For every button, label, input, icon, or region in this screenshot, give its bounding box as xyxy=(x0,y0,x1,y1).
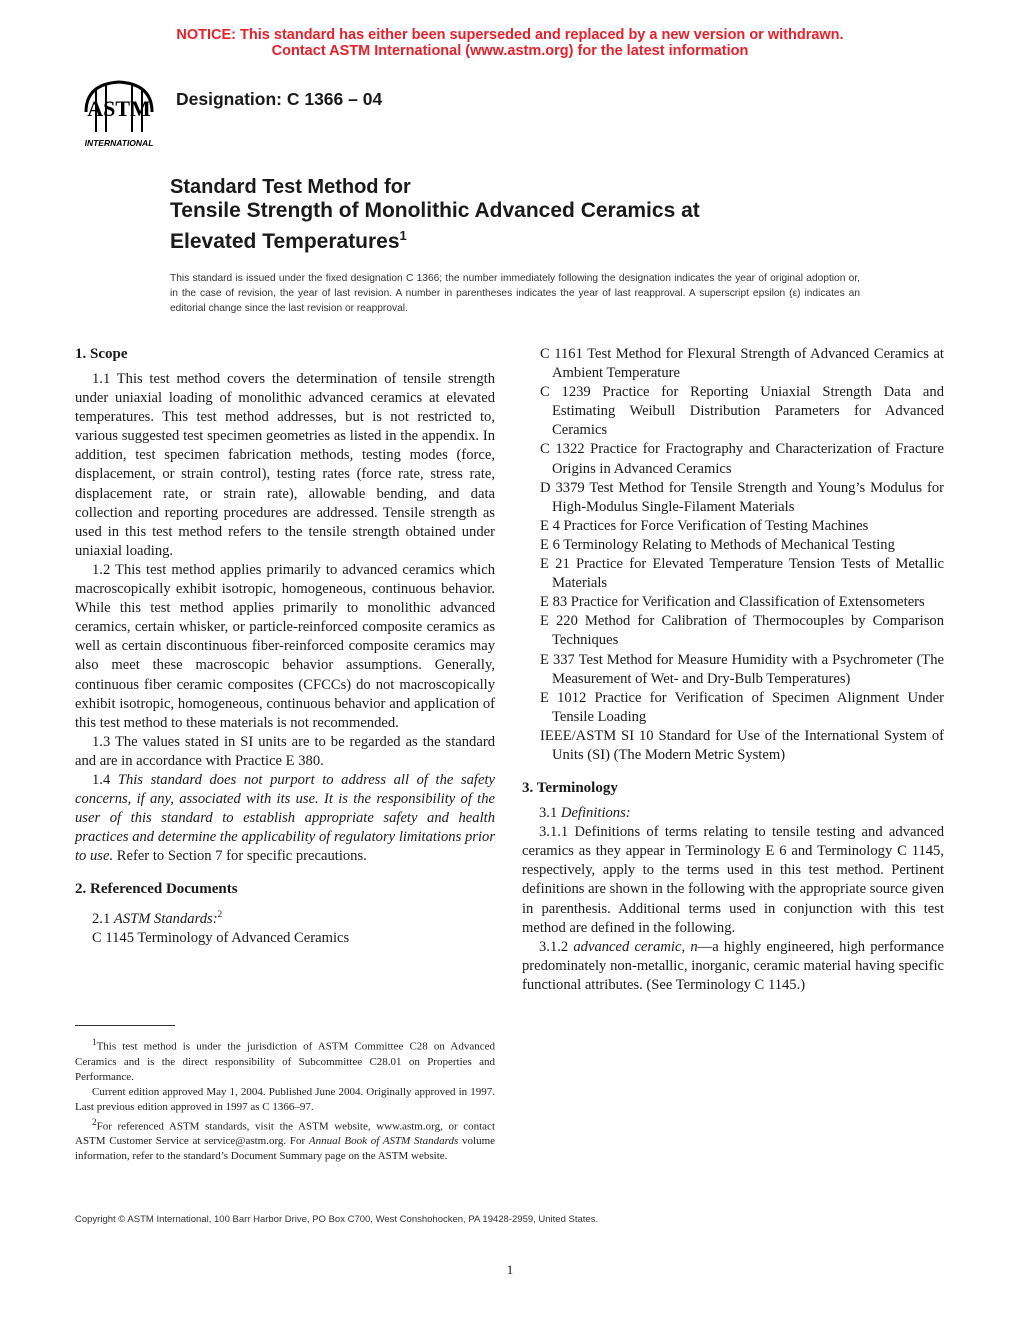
para-2-1: 2.1 ASTM Standards:$^2$ xyxy=(92,909,223,928)
ref-item: C 1161 Test Method for Flexural Strength of Advanced Ceramics at Ambient Temperature xyxy=(540,346,944,382)
logo-text: ASTM xyxy=(87,96,151,121)
section-2-heading: 2. Referenced Documents xyxy=(75,881,238,898)
para-1-4: 1.4 This standard does not purport to address all of the safety concerns, if any, associated with its use. It is the responsibility of the user of this standard to establish appropriate safety and health practices and determine the applicability of regulatory limitations prior to use. Refer to Section 7 for specific precautions. xyxy=(75,771,495,865)
ref-item: E 1012 Practice for Verification of Specimen Alignment Under Tensile Loading xyxy=(540,689,944,725)
footnote-1: $^1$This test method is under the jurisdiction of ASTM Committee C28 on Advanced Ceramics and is the direct responsibility of Subcommittee C28.01 on Properties and Performance. xyxy=(75,1037,495,1083)
issued-note: This standard is issued under the fixed designation C 1366; the number immediately following the designation indicates the year of original adoption or, in the case of revision, the year of last revision. A number in parentheses indicates the year of last reapproval. A superscript epsilon (ε) indicates an editorial change since the last revision or reapproval. xyxy=(170,273,860,314)
section-3-heading: 3. Terminology xyxy=(522,780,618,797)
ref-item: E 337 Test Method for Measure Humidity with a Psychrometer (The Measurement of Wet- and Dry-Bulb Temperatures) xyxy=(540,651,944,687)
para-3-1: 3.1 Definitions: xyxy=(539,805,631,822)
section-1-heading: 1. Scope xyxy=(75,346,128,362)
para-3-1-1: 3.1.1 Definitions of terms relating to tensile testing and advanced ceramics as they appear in Terminology E 6 and Terminology C 1145, respectively, apply to the terms used in this test method. Pertinent definitions are shown in the following with the appropriate source given in parenthesis. Additional terms used in conjunction with this test method are defined in the following. xyxy=(522,824,944,936)
right-column xyxy=(522,345,944,995)
ref-item: C 1322 Practice for Fractography and Characterization of Fracture Origins in Advanced Ceramics xyxy=(540,441,944,477)
ref-item: E 83 Practice for Verification and Classification of Extensometers xyxy=(540,594,925,611)
footnote-2: $^2$For referenced ASTM standards, visit the ASTM website, www.astm.org, or contact ASTM Customer Service at service@astm.org. For Annual Book of ASTM Standards volume information, refer to the standard’s Document Summary page on the ASTM website. xyxy=(75,1116,496,1163)
ref-item: C 1239 Practice for Reporting Uniaxial Strength Data and Estimating Weibull Distribution Parameters for Advanced Ceramics xyxy=(540,384,944,439)
title-line-1: Standard Test Method for xyxy=(170,176,411,198)
para-1-1: 1.1 This test method covers the determination of tensile strength under uniaxial loading of monolithic advanced ceramics at elevated temperatures. This test method addresses, but is not restricted to, various suggested test specimen geometries as listed in the appendix. In addition, test specimen fabrication methods, testing modes (force, displacement, or strain control), testing rates (force rate, stress rate, displacement rate, or strain rate), allowable bending, and data collection and reporting procedures are addressed. Tensile strength as used in this test method refers to the tensile strength obtained under uniaxial loading. xyxy=(75,371,495,559)
logo-subtext: INTERNATIONAL xyxy=(84,138,154,148)
designation: Designation: C 1366 – 04 xyxy=(176,89,383,109)
para-1-2: 1.2 This test method applies primarily to advanced ceramics which macroscopically exhibit isotropic, homogeneous, continuous behavior. While this test method applies primarily to monolithic advanced ceramics, certain whisker, or particle-reinforced composite ceramics as well as certain discontinuous fiber-reinforced composite ceramics may also meet these macroscopic behavior assumptions. Generally, continuous fiber ceramic composites (CFCCs) do not macroscopically exhibit isotropic, homogeneous, continuous behavior and application of this test method to these materials is not recommended. xyxy=(75,561,495,731)
title-line-2: Tensile Strength of Monolithic Advanced Ceramics at xyxy=(170,199,700,222)
ref-item: E 220 Method for Calibration of Thermocouples by Comparison Techniques xyxy=(540,613,944,649)
title-line-3: Elevated Temperatures xyxy=(170,230,400,253)
para-3-1-2: 3.1.2 advanced ceramic, n—a highly engineered, high performance predominately non-metallic, inorganic, ceramic material having specific functional attributes. (See Terminology C 1145.) xyxy=(522,938,945,993)
footnotes xyxy=(75,1035,495,1164)
title-footnote-mark: 1 xyxy=(399,228,407,243)
para-1-3: 1.3 The values stated in SI units are to be regarded as the standard and are in accordance with Practice E 380. xyxy=(75,733,495,769)
page-number: 1 xyxy=(506,1262,514,1277)
ref-item: D 3379 Test Method for Tensile Strength and Young’s Modulus for High-Modulus Single-Filament Materials xyxy=(540,479,944,515)
footnote-rule xyxy=(75,1025,175,1026)
ref-item: E 21 Practice for Elevated Temperature Tension Tests of Metallic Materials xyxy=(540,556,944,592)
notice-line-2: Contact ASTM International (www.astm.org) for the latest information xyxy=(271,43,749,59)
ref-item: C 1145 Terminology of Advanced Ceramics xyxy=(92,930,350,947)
footnote-1b: Current edition approved May 1, 2004. Published June 2004. Originally approved in 1997. Last previous edition approved in 1997 as C 1366–97. xyxy=(75,1085,495,1113)
ref-item: IEEE/ASTM SI 10 Standard for Use of the International System of Units (SI) (The Modern Metric System) xyxy=(540,727,944,763)
safety-caveat: This standard does not purport to address all of the safety concerns, if any, associated with its use. It is the responsibility of the user of this standard to establish appropriate safety and health practices and determine the applicability of regulatory limitations prior to use. xyxy=(75,771,495,865)
title-main xyxy=(170,198,700,254)
notice-line-1: NOTICE: This standard has either been superseded and replaced by a new version or withdrawn. xyxy=(176,27,844,43)
left-column xyxy=(75,345,495,948)
astm-logo xyxy=(76,76,162,148)
ref-item: E 4 Practices for Force Verification of Testing Machines xyxy=(540,517,869,534)
ref-item: E 6 Terminology Relating to Methods of Mechanical Testing xyxy=(540,536,895,553)
copyright: Copyright © ASTM International, 100 Barr Harbor Drive, PO Box C700, West Conshohocken, PA 19428-2959, United States. xyxy=(75,1214,599,1225)
